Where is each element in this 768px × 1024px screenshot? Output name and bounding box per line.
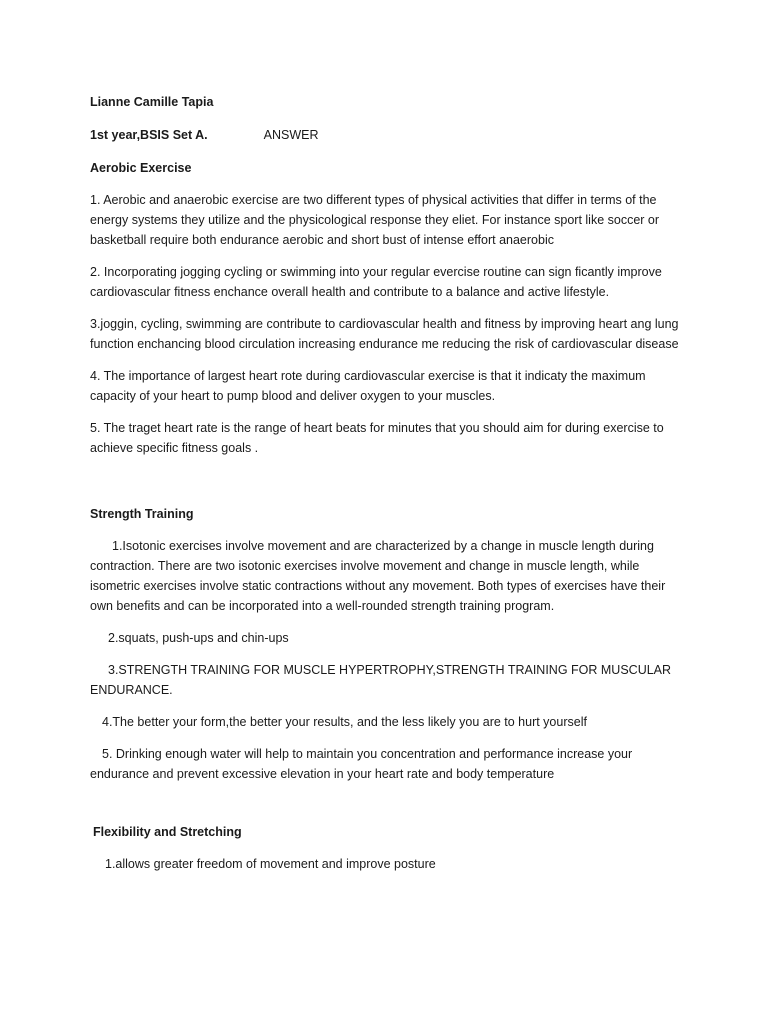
answer-label: ANSWER (263, 128, 319, 142)
aerobic-item-1: 1. Aerobic and anaerobic exercise are two different types of physical activities that differ in terms of the energy systems they utilize and the physicological response they eliet. For instance sport like soccer or basketball require both endurance aerobic and short bust of intense effort anaerobic (90, 193, 660, 247)
strength-item-2: 2.squats, push-ups and chin-ups (108, 631, 289, 645)
section-spacer (90, 470, 690, 504)
student-name: Lianne Camille Tapia (90, 95, 214, 109)
year-section: 1st year,BSIS Set A. (90, 128, 208, 142)
year-section-line (90, 125, 690, 145)
strength-heading: Strength Training (90, 507, 194, 521)
strength-item-5: 5. Drinking enough water will help to maintain you concentration and performance increase your endurance and prevent excessive elevation in your heart rate and body temperature (90, 747, 633, 781)
strength-item-1: 1.Isotonic exercises involve movement and are characterized by a change in muscle length during contraction. There are two isotonic exercises involve movement and change in muscle length, while isometric exercises involve static contractions without any movement. Both types of exercises have their own benefits and can be incorporated into a well-rounded strength training program. (90, 539, 666, 613)
aerobic-item-4: 4. The importance of largest heart rote during cardiovascular exercise is that it indicaty the maximum capacity of your heart to pump blood and deliver oxygen to your muscles. (90, 369, 646, 403)
strength-item-4: 4.The better your form,the better your results, and the less likely you are to hurt yourself (102, 715, 587, 729)
document-page (90, 92, 690, 886)
aerobic-item-5: 5. The traget heart rate is the range of heart beats for minutes that you should aim for during exercise to achieve specific fitness goals . (90, 421, 664, 455)
flexibility-heading: Flexibility and Stretching (93, 825, 242, 839)
strength-item-3: 3.STRENGTH TRAINING FOR MUSCLE HYPERTROPHY,STRENGTH TRAINING FOR MUSCULAR ENDURANCE. (90, 663, 672, 697)
flexibility-item-1: 1.allows greater freedom of movement and improve posture (105, 857, 436, 871)
aerobic-heading: Aerobic Exercise (90, 161, 192, 175)
aerobic-item-3: 3.joggin, cycling, swimming are contribute to cardiovascular health and fitness by improving heart ang lung function enchancing blood circulation increasing endurance me reducing the risk of cardiovascular disease (90, 317, 679, 351)
aerobic-item-2: 2. Incorporating jogging cycling or swimming into your regular evercise routine can sign ficantly improve cardiovascular fitness enchance overall health and contribute to a balance and active lifestyle. (90, 265, 662, 299)
section-spacer (90, 796, 690, 822)
